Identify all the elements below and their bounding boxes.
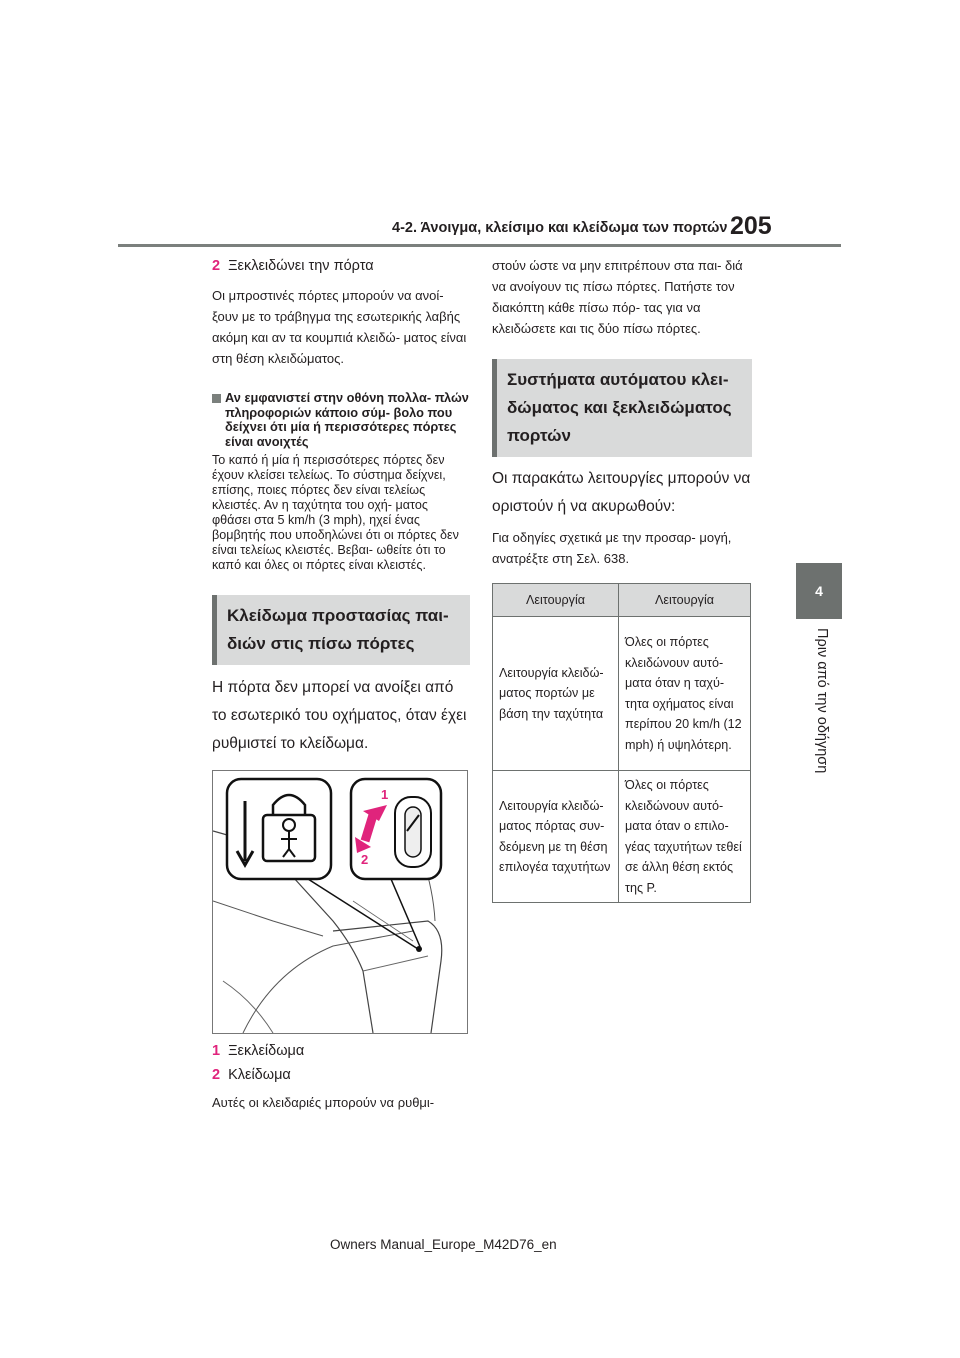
legend-item xyxy=(212,1064,470,1086)
step-label: Ξεκλειδώνει την πόρτα xyxy=(228,258,374,274)
table-row xyxy=(493,771,751,903)
description-cell: Όλες οι πόρτες κλειδώνουν αυτό- ματα όταν ο επιλο- γέας ταχυτήτων τεθεί σε άλλη θέση εκτός της P. xyxy=(619,771,751,903)
figure-label-1: 1 xyxy=(381,787,389,802)
function-cell: Λειτουργία κλειδώ- ματος πορτών με βάση την ταχύτητα xyxy=(493,617,619,771)
section-lead: Η πόρτα δεν μπορεί να ανοίξει από το εσωτερικό του οχήματος, όταν έχει ρυθμιστεί το κλείδωμα. xyxy=(212,679,467,752)
warning-text: Το καπό ή μία ή περισσότερες πόρτες δεν έχουν κλείσει τελείως. Το σύστημα δείχνει, επίσης, ποιες πόρτες δεν είναι τελείως κλειστές. Αν η ταχύτητα του οχή- ματος φθάσει στα 5 km/h (3 mph), ηχεί ένας βομβητής που υποδηλώνει ότι οι πόρτες δεν είναι τελείως κλειστές. Βεβαι- ωθείτε ότι το καπό και όλες οι πόρτες είναι κλειστές. xyxy=(212,453,459,572)
figure-label-2: 2 xyxy=(361,852,369,867)
section-lead: Οι παρακάτω λειτουργίες μπορούν να οριστούν ή να ακυρωθούν: xyxy=(492,470,751,515)
bullet-square-icon xyxy=(212,394,221,403)
section-title-auto-lock: Συστήματα αυτόματου κλει- δώματος και ξεκλειδώματος πορτών xyxy=(492,359,752,457)
subhead-text: Αν εμφανιστεί στην οθόνη πολλα- πλών πληροφοριών κάποιο σύμ- βολο που δείχνει ότι μία ή περισσότερες πόρτες είναι ανοιχτές xyxy=(225,390,469,449)
table-header-row xyxy=(493,584,751,617)
function-cell: Λειτουργία κλειδώ- ματος πόρτας συν- δεόμενη με τη θέση επιλογέα ταχυτήτων xyxy=(493,771,619,903)
description-cell: Όλες οι πόρτες κλειδώνουν αυτό- ματα όταν η ταχύ- τητα οχήματος είναι περίπου 20 km/h (12 mph) ή υψηλότερη. xyxy=(619,617,751,771)
door-illustration xyxy=(213,771,467,1033)
settings-note: Για οδηγίες σχετικά με την προσαρ- μογή, ανατρέξτε στη Σελ. 638. xyxy=(492,530,732,566)
legend-label: Ξεκλείδωμα xyxy=(228,1043,305,1059)
legend-label: Κλείδωμα xyxy=(228,1067,291,1083)
step-2 xyxy=(212,255,470,277)
section-header: 4-2. Άνοιγμα, κλείσιμο και κλείδωμα των πορτών xyxy=(392,220,728,236)
section-title-child-lock: Κλείδωμα προστασίας παι- διών στις πίσω πόρτες xyxy=(212,595,470,665)
left-column xyxy=(212,255,470,1113)
step-2-text: Οι μπροστινές πόρτες μπορούν να ανοί- ξουν με το τράβηγμα της εσωτερικής λαβής ακόμη και αν τα κουμπιά κλειδώ- ματος είναι στη θέση κλειδώματος. xyxy=(212,288,467,366)
column-header: Λειτουργία xyxy=(493,584,619,617)
right-column xyxy=(492,255,752,903)
chapter-tab: 4 xyxy=(796,563,842,619)
legend-number: 2 xyxy=(212,1067,221,1083)
header-divider xyxy=(118,244,841,247)
legend-number: 1 xyxy=(212,1043,221,1059)
chapter-label: Πριν από την οδήγηση xyxy=(814,628,830,774)
function-table xyxy=(492,583,751,903)
table-row xyxy=(493,617,751,771)
child-lock-diagram xyxy=(212,770,468,1034)
footer-text: Owners Manual_Europe_M42D76_en xyxy=(330,1237,557,1252)
legend-item xyxy=(212,1040,470,1062)
figure-legend xyxy=(212,1040,470,1086)
continued-text: στούν ώστε να μην επιτρέπουν στα παι- διά να ανοίγουν τις πίσω πόρτες. Πατήστε τον διακόπτη κάθε πίσω πόρ- τας για να κλειδώσετε και τις δύο πίσω πόρτες. xyxy=(492,258,743,336)
column-header: Λειτουργία xyxy=(619,584,751,617)
warning-subhead xyxy=(212,391,470,449)
step-number: 2 xyxy=(212,258,221,274)
page-number: 205 xyxy=(730,212,772,240)
after-legend-text: Αυτές οι κλειδαριές μπορούν να ρυθμι- xyxy=(212,1095,435,1110)
